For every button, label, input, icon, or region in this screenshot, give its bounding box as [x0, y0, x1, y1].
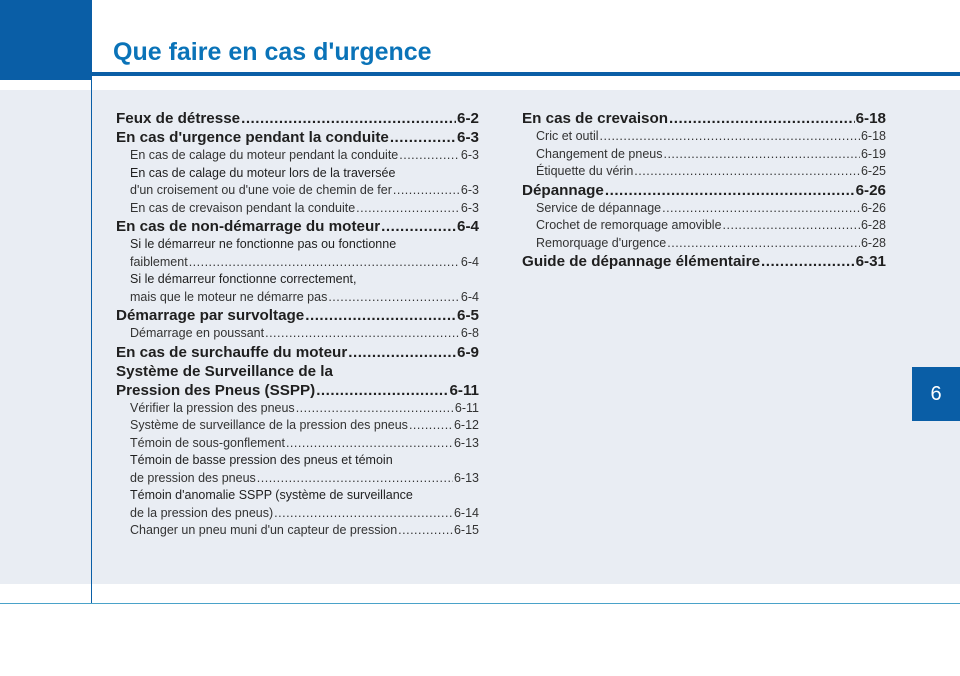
dot-leader [662, 200, 860, 218]
toc-page-number: 6-4 [457, 218, 479, 235]
dot-leader [399, 147, 460, 165]
dot-leader [761, 252, 855, 271]
toc-entry[interactable] [116, 200, 479, 218]
toc-subsection[interactable] [116, 147, 479, 165]
chapter-header-block [0, 0, 91, 80]
toc-entry[interactable] [116, 182, 479, 200]
toc-page-number: 6-12 [453, 418, 479, 432]
toc-entry[interactable] [116, 400, 479, 418]
toc-subsection[interactable] [116, 435, 479, 453]
toc-entry[interactable] [116, 505, 479, 523]
dot-leader [286, 435, 453, 453]
toc-entry-title: En cas de calage du moteur pendant la conduite [130, 148, 399, 162]
toc-entry[interactable] [522, 235, 886, 253]
title-underline [91, 72, 960, 76]
toc-subsection[interactable] [522, 128, 886, 146]
toc-entry[interactable] [522, 252, 886, 271]
toc-entry-title: En cas de crevaison pendant la conduite [130, 200, 356, 215]
toc-entry-title: Pression des Pneus (SSPP) [116, 381, 316, 399]
page-title: Que faire en cas d'urgence [113, 38, 432, 66]
toc-entry[interactable] [522, 200, 886, 218]
toc-page-number: 6-19 [860, 146, 886, 161]
dot-leader [381, 217, 456, 236]
toc-entry[interactable] [522, 163, 886, 181]
dot-leader [393, 182, 460, 200]
toc-page-number: 6-3 [460, 183, 479, 197]
toc-entry-title: Service de dépannage [536, 200, 662, 215]
toc-entry-title: En cas de surchauffe du moteur [116, 343, 348, 361]
dot-leader [663, 146, 859, 164]
toc-entry-title: En cas de crevaison [522, 110, 669, 127]
toc-entry-title: Remorquage d'urgence [536, 235, 667, 250]
left-margin-rule [91, 0, 92, 604]
dot-leader [241, 109, 456, 128]
toc-page-number: 6-2 [457, 110, 479, 127]
toc-page-number: 6-9 [457, 343, 479, 361]
dot-leader [265, 325, 460, 343]
toc-entry-title: Étiquette du vérin [536, 164, 634, 178]
toc-entry-title: Démarrage en poussant [130, 326, 265, 340]
chapter-tab[interactable]: 6 [912, 367, 960, 421]
toc-entry[interactable] [116, 306, 479, 325]
dot-leader [274, 505, 453, 523]
toc-entry[interactable] [522, 109, 886, 128]
toc-entry[interactable] [116, 417, 479, 435]
toc-page-number: 6-11 [449, 381, 479, 399]
toc-entry-title: Témoin de sous-gonflement [130, 435, 285, 450]
toc-entry[interactable] [116, 128, 479, 147]
dot-leader [348, 343, 456, 362]
toc-entry-title: Changer un pneu muni d'un capteur de pression [130, 523, 398, 537]
toc-entry[interactable] [116, 522, 479, 540]
toc-entry-title: Guide de dépannage élémentaire [522, 253, 761, 270]
toc-entry-title-line1: Témoin d'anomalie SSPP (système de surveillance [130, 488, 413, 502]
toc-entry[interactable] [116, 435, 479, 453]
toc-page-number: 6-8 [460, 326, 479, 340]
toc-page-number: 6-15 [453, 523, 479, 537]
toc-subsection[interactable] [116, 400, 479, 418]
toc-page-number: 6-28 [860, 218, 886, 232]
toc-entry[interactable] [522, 217, 886, 235]
dot-leader [600, 128, 860, 146]
toc-entry[interactable] [116, 343, 479, 362]
toc-subsection[interactable] [116, 200, 479, 218]
dot-leader [305, 306, 456, 325]
toc-subsection[interactable] [116, 522, 479, 540]
toc-subsection[interactable] [116, 236, 479, 271]
toc-entry-title: En cas d'urgence pendant la conduite [116, 129, 389, 146]
toc-page-number: 6-31 [855, 253, 886, 270]
toc-entry-title-line1: Si le démarreur ne fonctionne pas ou fonctionne [130, 237, 397, 251]
toc-entry[interactable] [116, 217, 479, 236]
toc-page-number: 6-28 [860, 235, 886, 250]
toc-subsection[interactable] [116, 325, 479, 343]
dot-leader [328, 289, 460, 307]
toc-entry-title: faiblement [130, 254, 188, 269]
toc-page-number: 6-4 [460, 254, 479, 269]
toc-entry-title: Feux de détresse [116, 110, 241, 127]
toc-section[interactable] [116, 128, 479, 147]
toc-entry-title-line1: Système de Surveillance de la [116, 362, 333, 380]
dot-leader [605, 181, 855, 200]
dot-leader [667, 235, 860, 253]
toc-entry-title: Vérifier la pression des pneus [130, 400, 295, 415]
footer-rule [0, 603, 960, 604]
toc-entry-title-line1: Si le démarreur fonctionne correctement, [130, 272, 357, 286]
dot-leader [296, 400, 454, 418]
dot-leader [723, 217, 860, 235]
toc-entry-title: En cas de non-démarrage du moteur [116, 218, 381, 235]
toc-entry[interactable] [116, 254, 479, 272]
toc-entry[interactable] [116, 470, 479, 488]
dot-leader [390, 128, 456, 147]
dot-leader [634, 163, 860, 181]
toc-page-number: 6-18 [860, 129, 886, 143]
dot-leader [356, 200, 460, 218]
toc-section[interactable] [116, 109, 479, 128]
toc-entry-title-line1: En cas de calage du moteur lors de la traversée [130, 165, 396, 180]
toc-entry[interactable] [522, 128, 886, 146]
toc-page-number: 6-3 [457, 129, 479, 146]
toc-subsection[interactable] [522, 217, 886, 235]
toc-entry[interactable] [116, 109, 479, 128]
dot-leader [409, 417, 453, 435]
toc-subsection[interactable] [522, 163, 886, 181]
toc-section[interactable] [116, 217, 479, 236]
toc-subsection[interactable] [116, 165, 479, 200]
toc-entry[interactable] [522, 181, 886, 200]
toc-subsection[interactable] [522, 235, 886, 253]
toc-page-number: 6-14 [453, 505, 479, 520]
dot-leader [669, 109, 855, 128]
toc-page-number: 6-25 [860, 164, 886, 178]
toc-entry[interactable] [116, 289, 479, 307]
toc-page-number: 6-4 [460, 289, 479, 304]
toc-section[interactable] [116, 343, 479, 362]
toc-section[interactable] [522, 181, 886, 200]
toc-entry-title: de pression des pneus [130, 470, 256, 485]
toc-entry[interactable] [116, 325, 479, 343]
toc-subsection[interactable] [522, 200, 886, 218]
dot-leader [398, 522, 453, 540]
toc-page-number: 6-11 [454, 400, 479, 415]
toc-page-number: 6-18 [855, 110, 886, 127]
toc-section[interactable] [116, 306, 479, 325]
toc-entry[interactable] [522, 146, 886, 164]
toc-entry-title: Démarrage par survoltage [116, 307, 305, 324]
toc-page-number: 6-13 [453, 470, 479, 485]
toc-entry-title: de la pression des pneus) [130, 505, 274, 520]
toc-entry-title: Système de surveillance de la pression des pneus [130, 418, 408, 432]
toc-subsection[interactable] [116, 452, 479, 487]
toc-left-column [116, 109, 479, 540]
toc-section[interactable] [116, 362, 479, 400]
toc-section[interactable] [522, 109, 886, 128]
toc-entry-title: d'un croisement ou d'une voie de chemin de fer [130, 183, 392, 197]
toc-page-number: 6-3 [460, 148, 479, 162]
toc-subsection[interactable] [522, 146, 886, 164]
toc-page-number: 6-5 [457, 307, 479, 324]
toc-entry[interactable] [116, 147, 479, 165]
dot-leader [316, 381, 448, 400]
toc-subsection[interactable] [116, 487, 479, 522]
toc-page-number: 6-26 [855, 181, 886, 199]
toc-entry-title: mais que le moteur ne démarre pas [130, 289, 328, 304]
toc-entry-title: Crochet de remorquage amovible [536, 218, 722, 232]
toc-entry-title: Cric et outil [536, 129, 599, 143]
toc-section[interactable] [522, 252, 886, 271]
toc-entry[interactable] [116, 381, 479, 400]
toc-entry-title-line1: Témoin de basse pression des pneus et témoin [130, 453, 393, 467]
toc-entry-title: Changement de pneus [536, 146, 663, 161]
dot-leader [189, 254, 460, 272]
toc-entry-title: Dépannage [522, 181, 604, 199]
dot-leader [257, 470, 453, 488]
toc-right-column [522, 109, 886, 271]
toc-page-number: 6-26 [860, 200, 886, 215]
toc-subsection[interactable] [116, 417, 479, 435]
toc-subsection[interactable] [116, 271, 479, 306]
toc-page-number: 6-3 [460, 200, 479, 215]
toc-page-number: 6-13 [453, 435, 479, 450]
